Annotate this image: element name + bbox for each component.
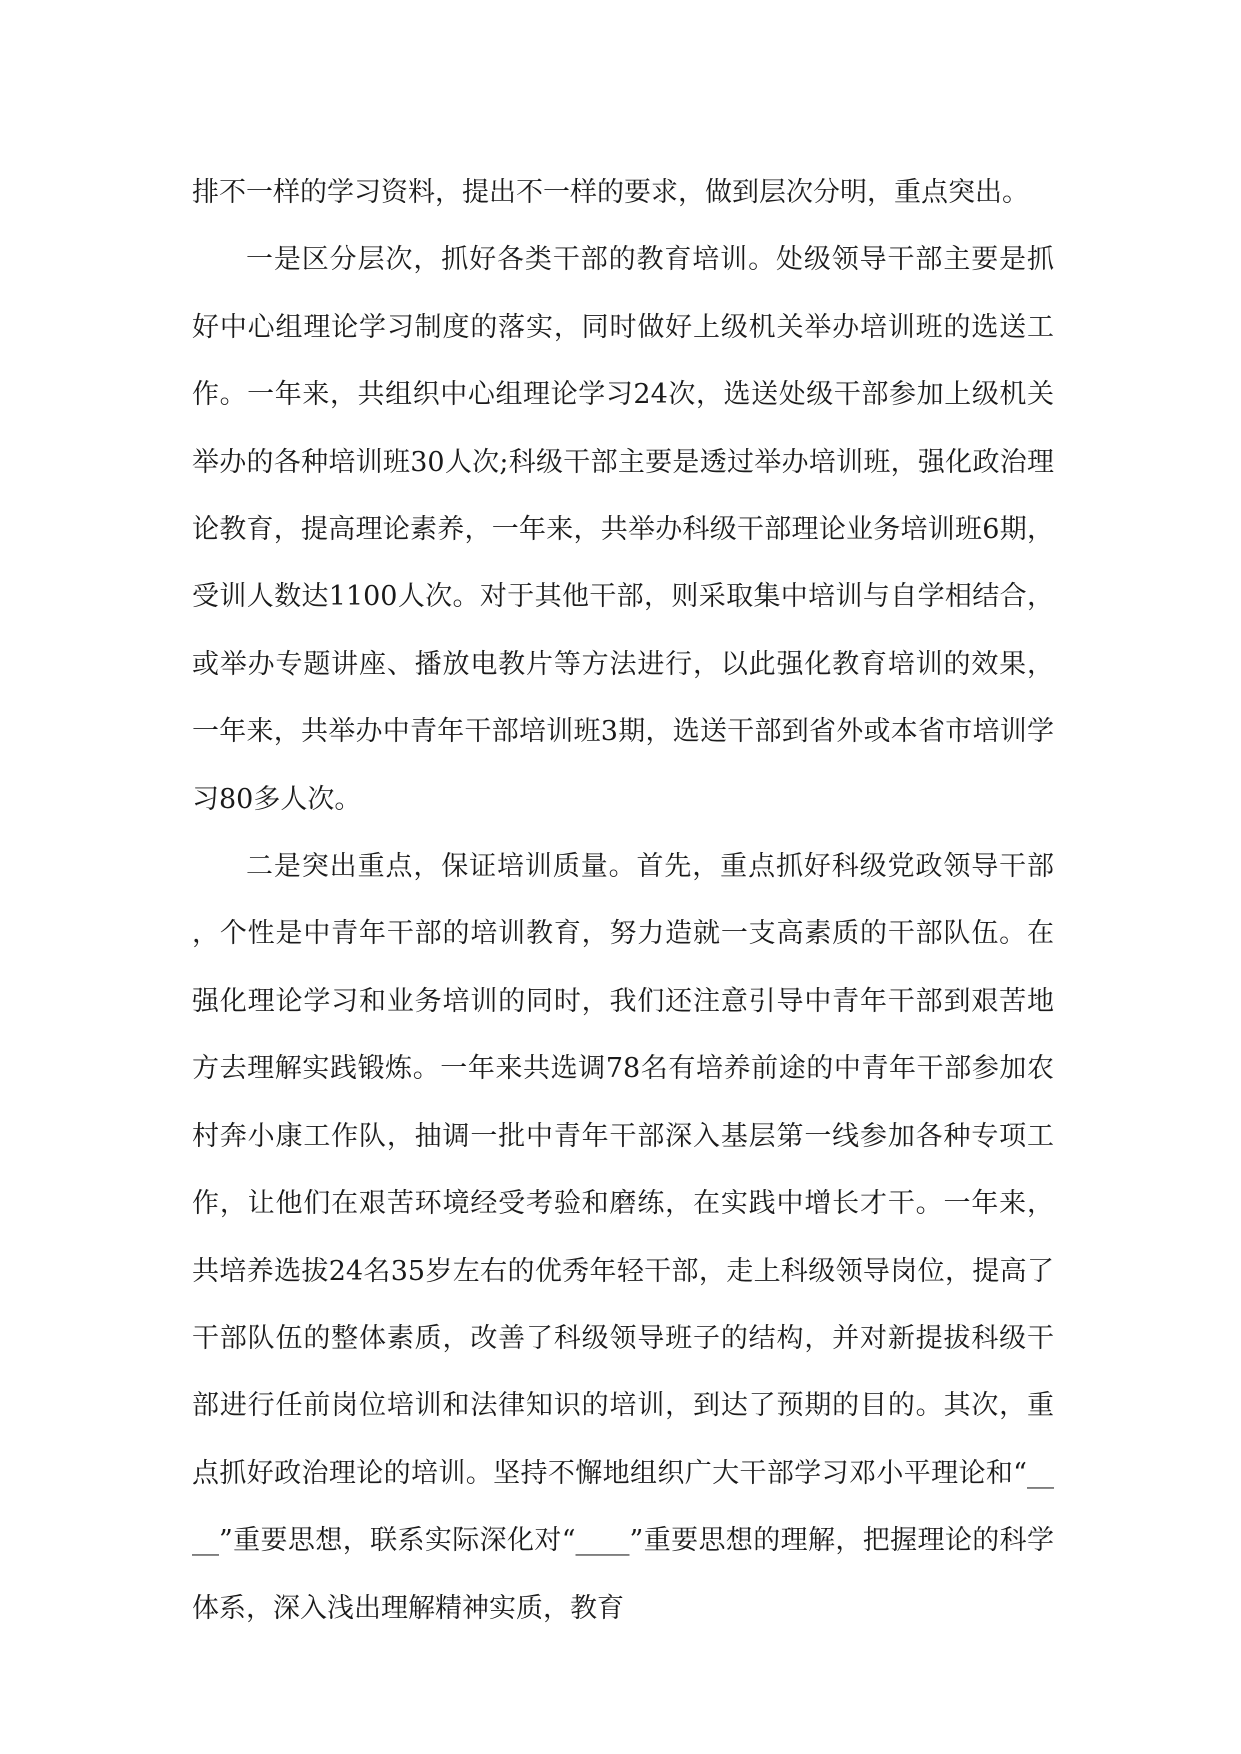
document-body (192, 159, 1054, 1642)
paragraph-distinguish-levels: 一是区分层次，抓好各类干部的教育培训。处级领导干部主要是抓好中心组理论学习制度的落实，同时做好上级机关举办培训班的选送工作。一年来，共组织中心组理论学习24次，选送处级干部参加上级机关举办的各种培训班30人次;科级干部主要是透过举办培训班，强化政治理论教育，提高理论素养，一年来，共举办科级干部理论业务培训班6期，受训人数达1100人次。对于其他干部，则采取集中培训与自学相结合，或举办专题讲座、播放电教片等方法进行，以此强化教育培训的效果，一年来，共举办中青年干部培训班3期，选送干部到省外或本省市培训学习80多人次。 (192, 244, 1054, 815)
paragraph-continuation: 排不一样的学习资料，提出不一样的要求，做到层次分明，重点突出。 (192, 177, 1029, 208)
paragraph-highlight-priorities: 二是突出重点，保证培训质量。首先，重点抓好科级党政领导干部，个性是中青年干部的培训教育，努力造就一支高素质的干部队伍。在强化理论学习和业务培训的同时，我们还注意引导中青年干部到艰苦地方去理解实践锻炼。一年来共选调78名有培养前途的中青年干部参加农村奔小康工作队，抽调一批中青年干部深入基层第一线参加各种专项工作，让他们在艰苦环境经受考验和磨练，在实践中增长才干。一年来，共培养选拔24名35岁左右的优秀年轻干部，走上科级领导岗位，提高了干部队伍的整体素质，改善了科级领导班子的结构，并对新提拔科级干部进行任前岗位培训和法律知识的培训，到达了预期的目的。其次，重点抓好政治理论的培训。坚持不懈地组织广大干部学习邓小平理论和“____”重要思想，联系实际深化对“____”重要思想的理解，把握理论的科学体系，深入浅出理解精神实质，教育 (192, 851, 1054, 1624)
